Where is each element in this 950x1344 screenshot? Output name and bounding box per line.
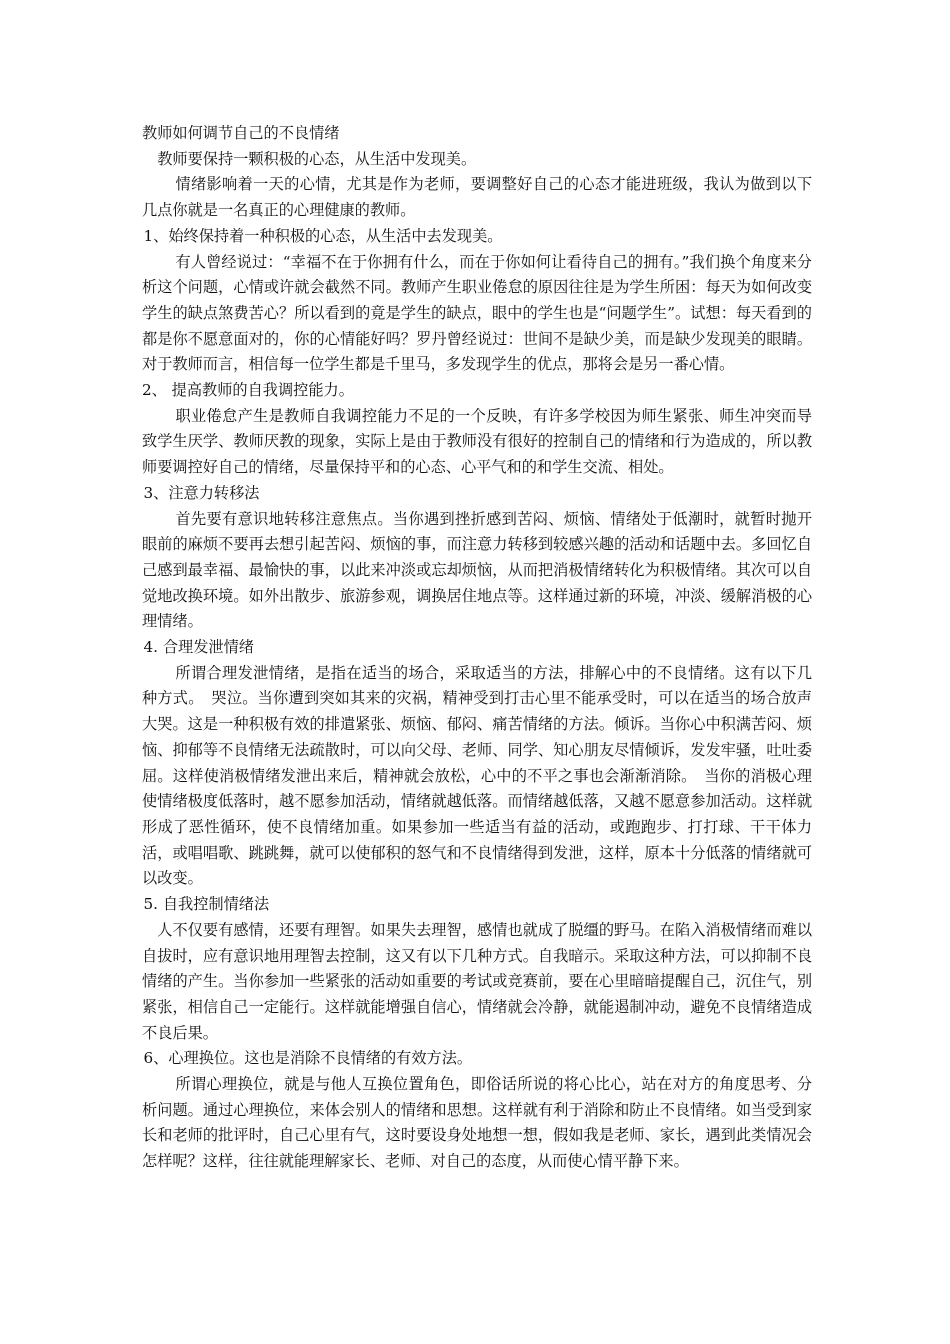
document-body — [142, 121, 812, 1175]
section-heading-1: 1、始终保持着一种积极的心态，从生活中去发现美。 — [143, 226, 503, 245]
section-heading-2: 2、 提高教师的自我调控能力。 — [142, 381, 354, 400]
section-heading-4: 4. 合理发泄情绪 — [143, 638, 254, 657]
paragraph-section-5: 人不仅要有感情，还要有理智。如果失去理智，感情也就成了脱缰的野马。在陷入消极情绪而难以自拔时，应有意识地用理智去控制，这又有以下几种方式。自我暗示。采取这种方法，可以抑制不良情绪的产生。当你参加一些紧张的活动如重要的考试或竞赛前，要在心里暗暗提醒自己，沉住气，别紧张，相信自己一定能行。这样就能增强自信心，情绪就会冷静，就能遏制冲动，避免不良情绪造成不良后果。 — [142, 920, 812, 1042]
document-title: 教师如何调节自己的不良情绪 — [142, 124, 340, 142]
paragraph-section-3: 首先要有意识地转移注意焦点。当你遇到挫折感到苦闷、烦恼、情绪处于低潮时，就暂时抛开眼前的麻烦不要再去想引起苦闷、烦恼的事，而注意力转移到较感兴趣的活动和话题中去。多回忆自己感到最幸福、最愉快的事，以此来冲淡或忘却烦恼，从而把消极情绪转化为积极情绪。其次可以自觉地改换环境。如外出散步、旅游参观，调换居住地点等。这样通过新的环境，冲淡、缓解消极的心理情绪。 — [142, 509, 812, 631]
paragraph-section-1: 有人曾经说过：“幸福不在于你拥有什么，而在于你如何让看待自己的拥有。”我们换个角度来分析这个问题，心情或许就会截然不同。教师产生职业倦怠的原因往往是为学生所困：每天为如何改变学生的缺点煞费苦心？所以看到的竟是学生的缺点，眼中的学生也是“问题学生”。试想：每天看到的都是你不愿意面对的，你的心情能好吗？罗丹曾经说过：世间不是缺少美，而是缺少发现美的眼睛。对于教师而言，相信每一位学生都是千里马，多发现学生的优点，那将会是另一番心情。 — [142, 252, 812, 374]
paragraph-overview: 情绪影响着一天的心情，尤其是作为老师，要调整好自己的心态才能进班级，我认为做到以下几点你就是一名真正的心理健康的教师。 — [142, 175, 812, 220]
section-heading-5: 5. 自我控制情绪法 — [143, 895, 270, 914]
paragraph-section-2: 职业倦怠产生是教师自我调控能力不足的一个反映，有许多学校因为师生紧张、师生冲突而导致学生厌学、教师厌教的现象，实际上是由于教师没有很好的控制自己的情绪和行为造成的，所以教师要调控好自己的情绪，尽量保持平和的心态、心平气和的和学生交流、相处。 — [142, 406, 812, 477]
section-heading-6: 6、心理换位。这也是消除不良情绪的有效方法。 — [143, 1049, 473, 1068]
section-heading-3: 3、注意力转移法 — [143, 483, 260, 502]
paragraph-section-4: 所谓合理发泄情绪，是指在适当的场合，采取适当的方法，排解心中的不良情绪。这有以下几种方式。 哭泣。当你遭到突如其来的灾祸，精神受到打击心里不能承受时，可以在适当的场合放声大哭。这是一种积极有效的排遣紧张、烦恼、郁闷、痛苦情绪的方法。倾诉。当你心中积满苦闷、烦恼、抑郁等不良情绪无法疏散时，可以向父母、老师、同学、知心朋友尽情倾诉，发发牢骚，吐吐委屈。这样使消极情绪发泄出来后，精神就会放松，心中的不平之事也会渐渐消除。 当你的消极心理使情绪极度低落时，越不愿参加活动，情绪就越低落。而情绪越低落，又越不愿意参加活动。这样就形成了恶性循环，使不良情绪加重。如果参加一些适当有益的活动，或跑跑步、打打球、干干体力活，或唱唱歌、跳跳舞，就可以使郁积的怒气和不良情绪得到发泄，这样，原本十分低落的情绪就可以改变。 — [142, 663, 812, 888]
paragraph-section-6: 所谓心理换位，就是与他人互换位置角色，即俗话所说的将心比心，站在对方的角度思考、分析问题。通过心理换位，来体会别人的情绪和思想。这样就有利于消除和防止不良情绪。如当受到家长和老师的批评时，自己心里有气，这时要设身处地想一想，假如我是老师、家长，遇到此类情况会怎样呢？这样，往往就能理解家长、老师、对自己的态度，从而使心情平静下来。 — [142, 1075, 812, 1171]
paragraph-intro: 教师要保持一颗积极的心态，从生活中发现美。 — [157, 149, 477, 168]
